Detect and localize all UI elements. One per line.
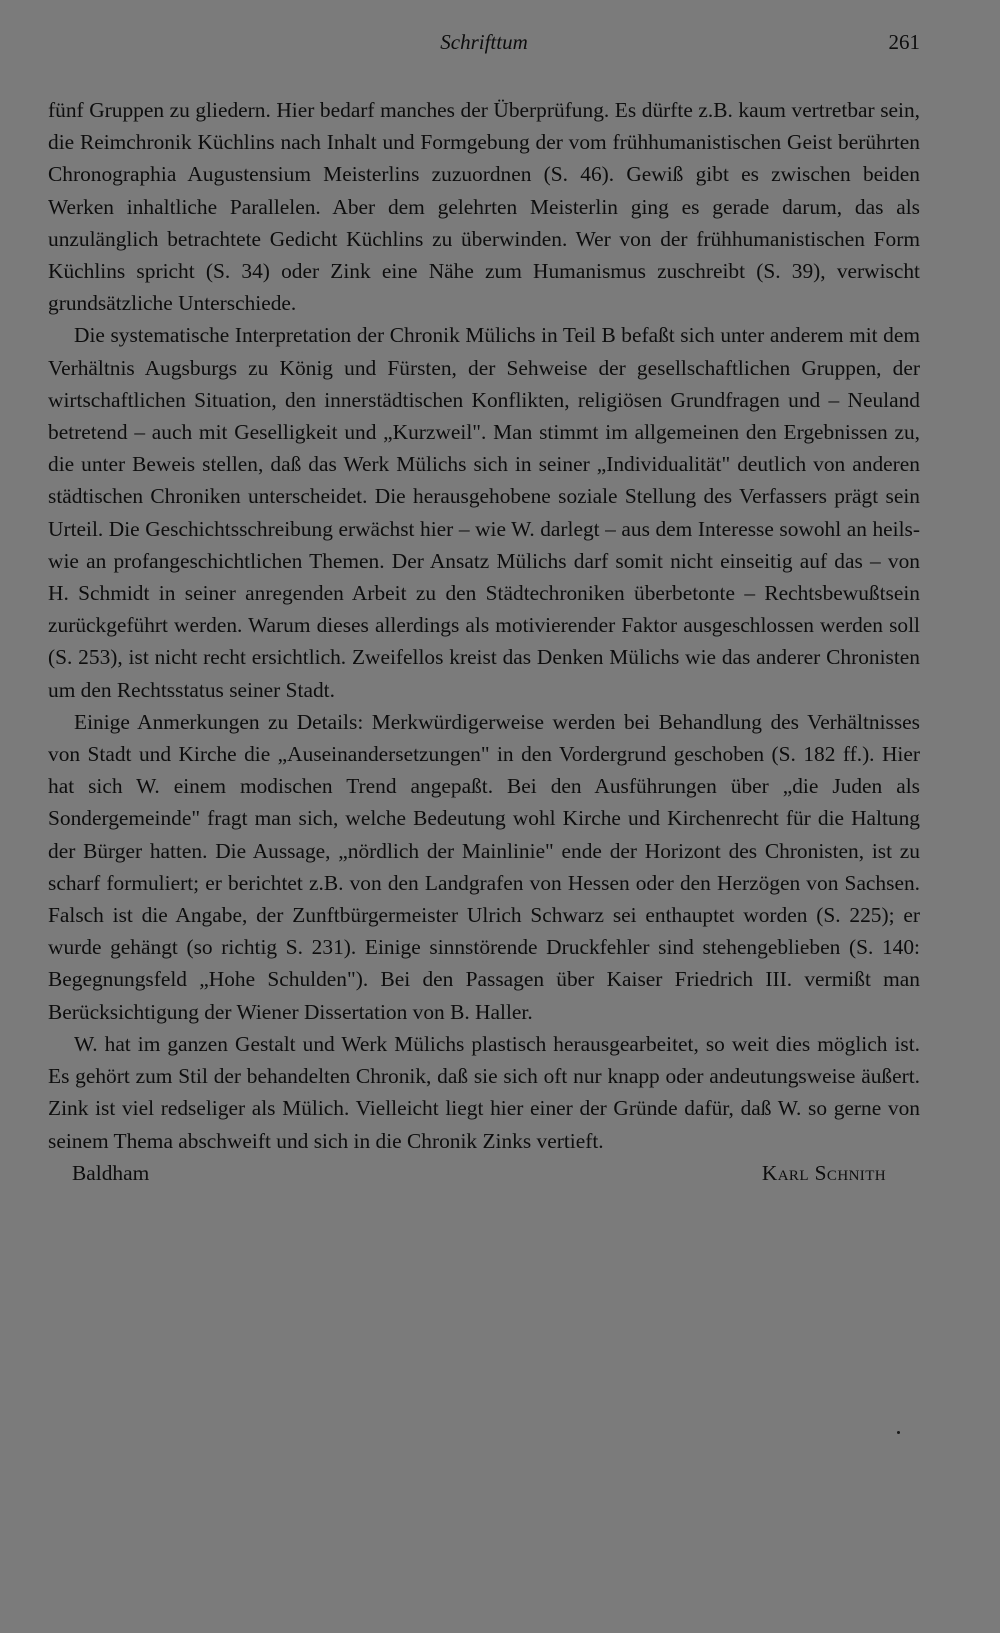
signature-line	[48, 1157, 920, 1189]
running-head	[48, 30, 920, 60]
paragraph: fünf Gruppen zu gliedern. Hier bedarf manches der Überprüfung. Es dürfte z.B. kaum vertretbar sein, die Reimchronik Küchlins nach Inhalt und Formgebung der vom frühhumanistischen Geist berührten Chronographia Augustensium Meisterlins zuzuordnen (S. 46). Gewiß gibt es zwischen beiden Werken inhaltliche Parallelen. Aber dem gelehrten Meisterlin ging es gerade darum, das als unzulänglich betrachtete Gedicht Küchlins zu überwinden. Wer von der frühhumanistischen Form Küchlins spricht (S. 34) oder Zink eine Nähe zum Humanismus zuschreibt (S. 39), verwischt grundsätzliche Unterschiede.	[48, 98, 920, 316]
paragraph: Einige Anmerkungen zu Details: Merkwürdigerweise werden bei Behandlung des Verhältnisses von Stadt und Kirche die „Auseinandersetzungen" in den Vordergrund geschoben (S. 182 ff.). Hier hat sich W. einem modischen Trend angepaßt. Bei den Ausführungen über „die Juden als Sondergemeinde" fragt man sich, welche Bedeutung wohl Kirche und Kirchenrecht für die Haltung der Bürger hatten. Die Aussage, „nördlich der Mainlinie" ende der Horizont des Chronisten, ist zu scharf formuliert; er berichtet z.B. von den Landgrafen von Hessen oder den Herzögen von Sachsen. Falsch ist die Angabe, der Zunftbürgermeister Ulrich Schwarz sei enthauptet worden (S. 225); er wurde gehängt (so richtig S. 231). Einige sinnstörende Druckfehler sind stehengeblieben (S. 140: Begegnungsfeld „Hohe Schulden"). Bei den Passagen über Kaiser Friedrich III. vermißt man Berücksichtigung der Wiener Dissertation von B. Haller.	[48, 709, 920, 1024]
running-title: Schrifttum	[440, 30, 528, 54]
body-text	[48, 94, 920, 1189]
paragraph: W. hat im ganzen Gestalt und Werk Mülichs plastisch herausgearbeitet, so weit dies möglich ist. Es gehört zum Stil der behandelten Chronik, daß sie sich oft nur knapp oder andeutungsweise äußert. Zink ist viel redseliger als Mülich. Vielleicht liegt hier einer der Gründe dafür, daß W. so gerne von seinem Thema abschweift und sich in die Chronik Zinks vertieft.	[48, 1031, 920, 1153]
page-number: 261	[888, 30, 920, 54]
signature-place: Baldham	[72, 1160, 150, 1185]
print-speck	[897, 1431, 900, 1434]
paragraph: Die systematische Interpretation der Chronik Mülichs in Teil B befaßt sich unter anderem mit dem Verhältnis Augsburgs zu König und Fürsten, der Sehweise der gesellschaftlichen Gruppen, der wirtschaftlichen Situation, den innerstädtischen Konflikten, religiösen Grundfragen und – Neuland betretend – auch mit Geselligkeit und „Kurzweil". Man stimmt im allgemeinen den Ergebnissen zu, die unter Beweis stellen, daß das Werk Mülichs sich in seiner „Individualität" deutlich von anderen städtischen Chroniken unterscheidet. Die herausgehobene soziale Stellung des Verfassers prägt sein Urteil. Die Geschichtsschreibung erwächst hier – wie W. darlegt – aus dem Interesse sowohl an heils- wie an profangeschichtlichen Themen. Der Ansatz Mülichs darf somit nicht einseitig auf das – von H. Schmidt in seiner anregenden Arbeit zu den Städtechroniken überbetonte – Rechtsbewußtsein zurückgeführt werden. Warum dieses allerdings als motivierender Faktor ausgeschlossen werden soll (S. 253), ist nicht recht ersichtlich. Zweifellos kreist das Denken Mülichs wie das anderer Chronisten um den Rechtsstatus seiner Stadt.	[48, 323, 920, 702]
signature-author: Karl Schnith	[761, 1160, 886, 1185]
